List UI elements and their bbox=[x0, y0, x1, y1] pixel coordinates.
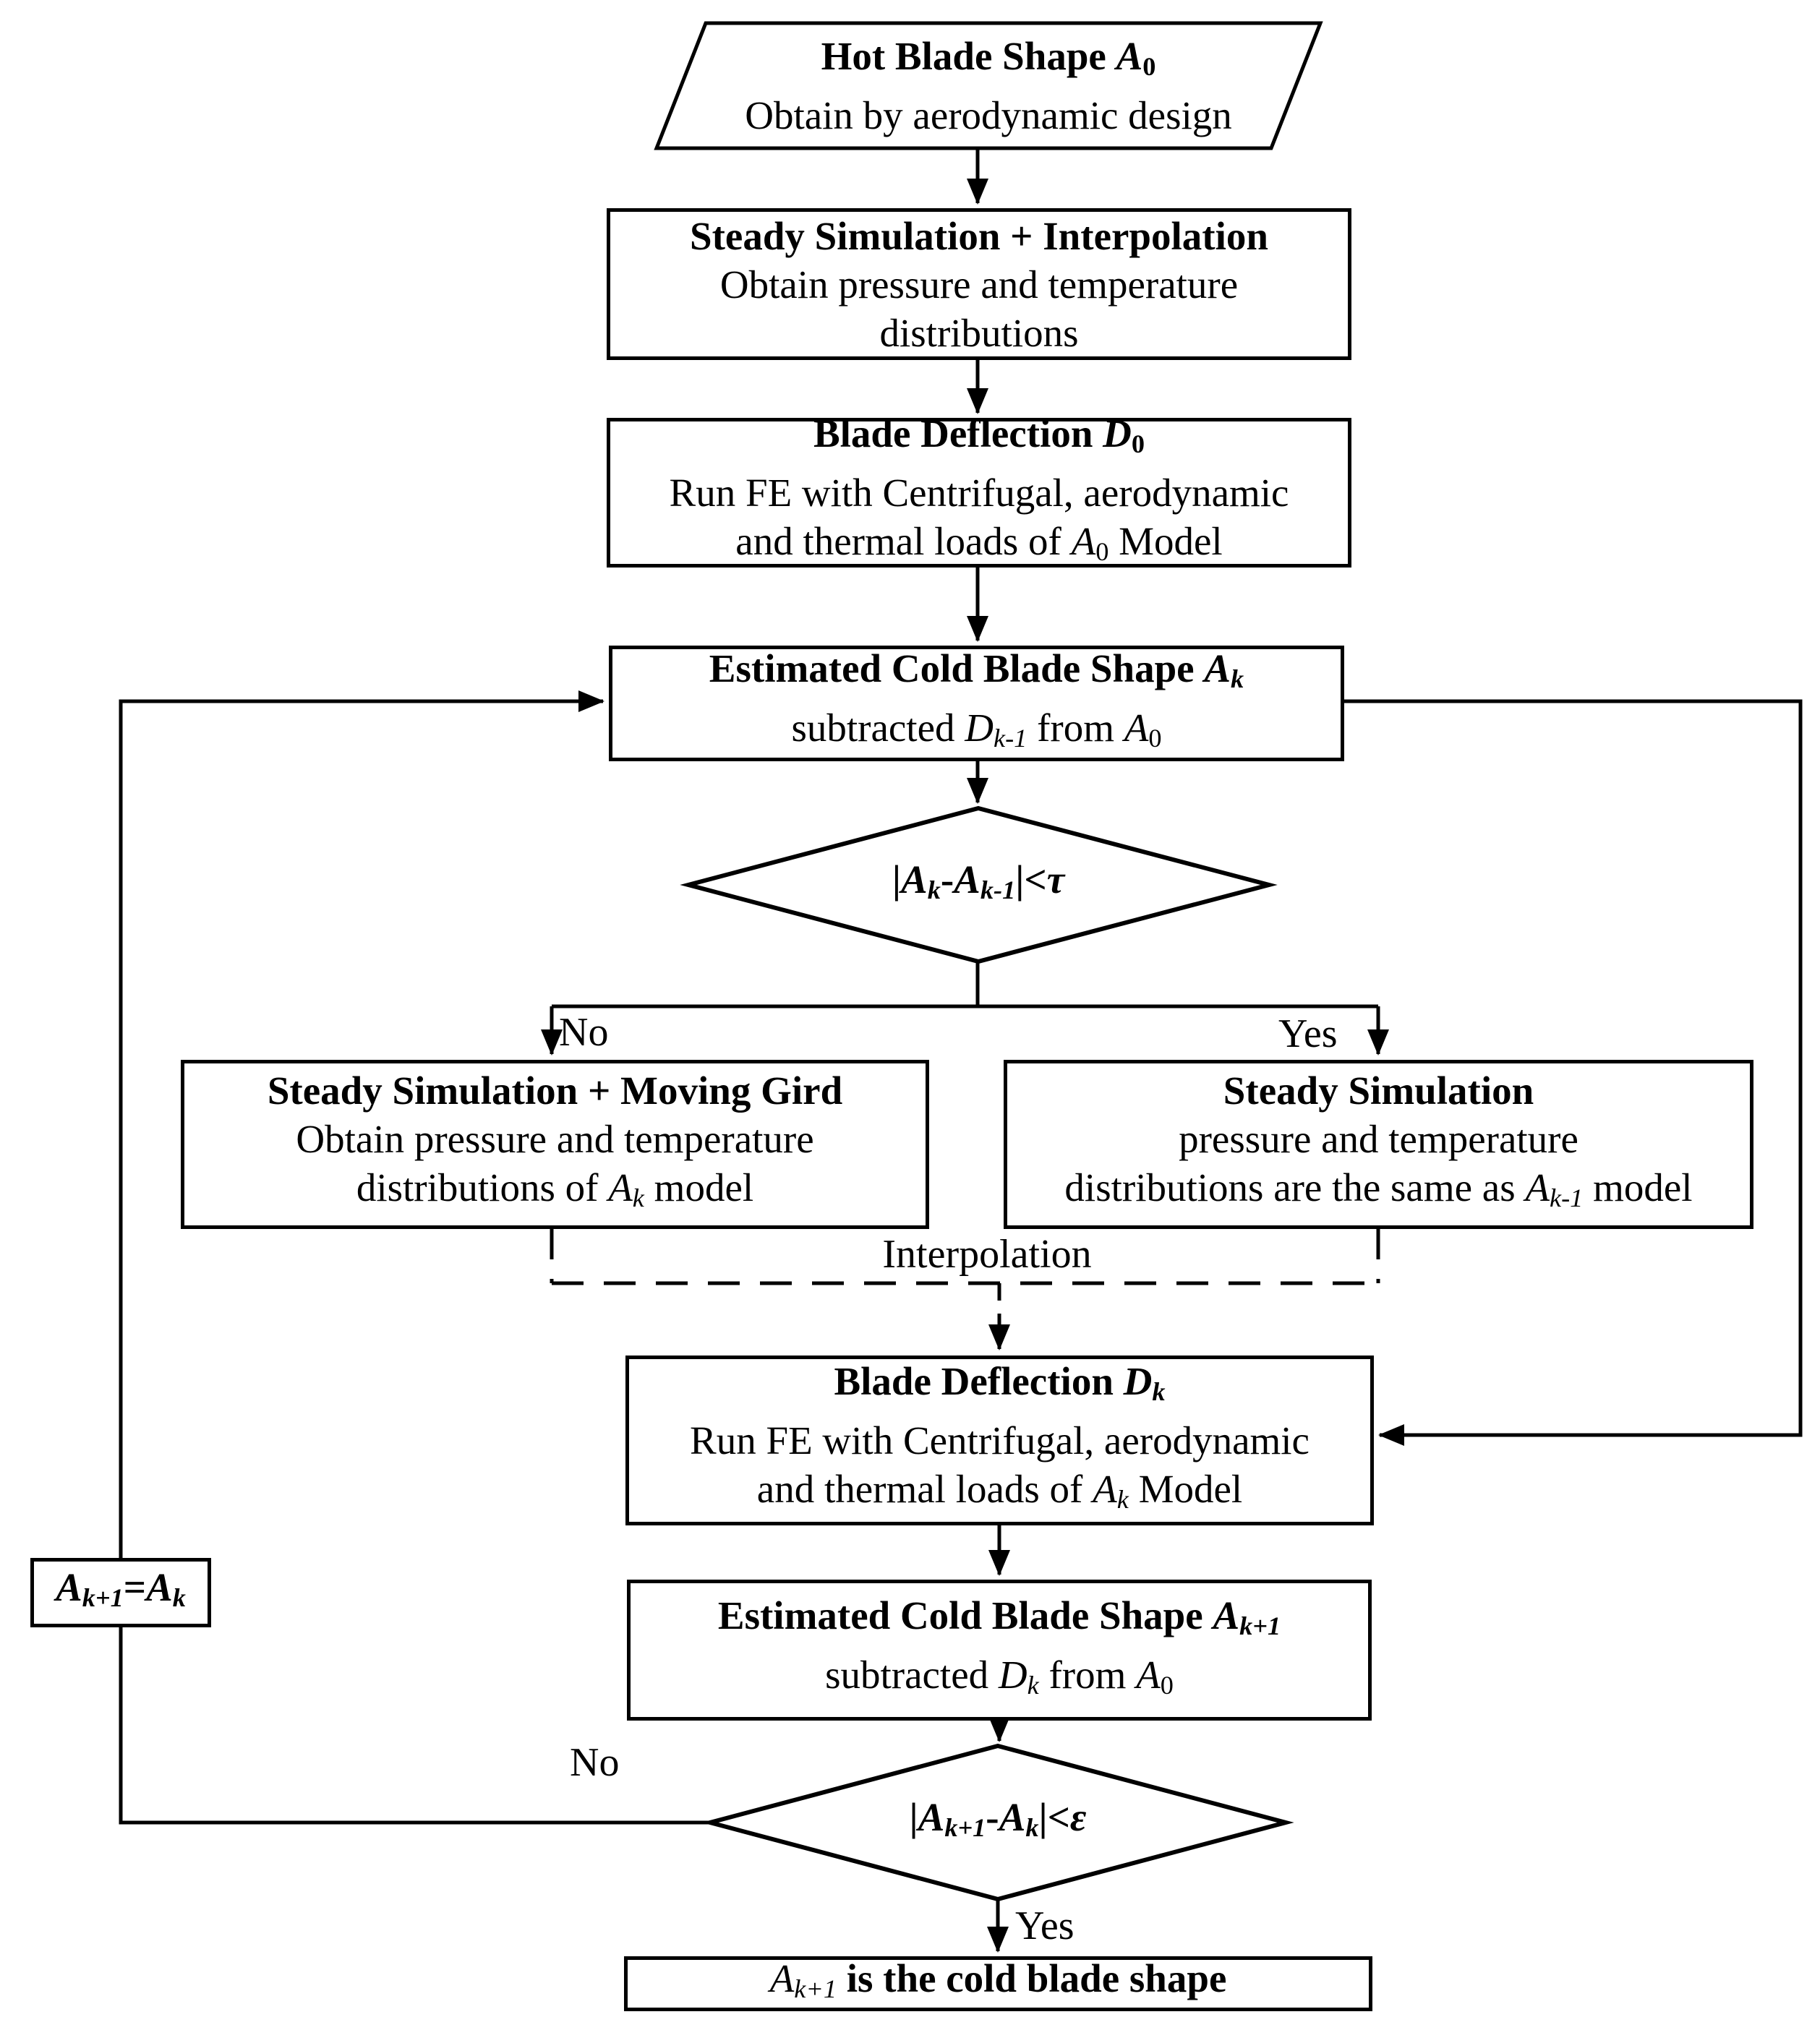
process-estimated-cold-blade-ak bbox=[609, 646, 1344, 761]
node-line: Run FE with Centrifugal, aerodynamic bbox=[669, 471, 1289, 515]
process-steady-simulation-moving-gird bbox=[181, 1060, 929, 1229]
node-line: Steady Simulation bbox=[1223, 1069, 1534, 1113]
node-line: Obtain pressure and temperature bbox=[719, 262, 1239, 307]
process-estimated-cold-blade-ak1 bbox=[627, 1580, 1372, 1721]
node-line: Hot Blade Shape A0 bbox=[821, 34, 1156, 81]
node-line: pressure and temperature bbox=[1179, 1117, 1578, 1161]
node-line: subtracted Dk-1 from A0 bbox=[791, 706, 1162, 753]
process-steady-simulation-interpolation bbox=[607, 208, 1351, 360]
node-line: Blade Deflection Dk bbox=[834, 1359, 1166, 1406]
process-blade-deflection-d0 bbox=[607, 411, 1351, 568]
decision-eps bbox=[745, 1790, 1251, 1855]
start-hot-blade-shape bbox=[657, 23, 1320, 148]
label-eps-no: No bbox=[570, 1740, 620, 1785]
label-tau-no: No bbox=[559, 1010, 609, 1055]
node-line: Steady Simulation + Interpolation bbox=[690, 213, 1268, 258]
node-line: Obtain pressure and temperature bbox=[296, 1117, 814, 1161]
node-line: Blade Deflection D0 bbox=[813, 411, 1145, 458]
node-line: Run FE with Centrifugal, aerodynamic bbox=[690, 1418, 1310, 1463]
terminator-final-cold-blade bbox=[624, 1956, 1372, 2011]
label-eps-yes: Yes bbox=[1015, 1903, 1075, 1948]
label-interpolation: Interpolation bbox=[882, 1232, 1092, 1277]
node-line: distributions bbox=[879, 310, 1079, 355]
node-line: distributions are the same as Ak-1 model bbox=[1064, 1165, 1693, 1212]
decision-tau bbox=[725, 852, 1231, 917]
process-assign-ak1-equals-ak bbox=[30, 1558, 211, 1627]
node-line: |Ak-Ak-1|<τ bbox=[892, 857, 1065, 904]
node-line: Steady Simulation + Moving Gird bbox=[267, 1069, 843, 1113]
node-line: and thermal loads of A0 Model bbox=[735, 519, 1223, 566]
process-steady-simulation-same bbox=[1004, 1060, 1753, 1229]
node-line: Ak+1=Ak bbox=[56, 1565, 186, 1612]
process-blade-deflection-dk bbox=[625, 1356, 1374, 1525]
node-line: Ak+1 is the cold blade shape bbox=[769, 1956, 1227, 2003]
label-tau-yes: Yes bbox=[1278, 1011, 1338, 1056]
node-line: distributions of Ak model bbox=[356, 1165, 754, 1212]
node-line: Estimated Cold Blade Shape Ak bbox=[709, 646, 1244, 693]
node-line: Obtain by aerodynamic design bbox=[745, 93, 1232, 137]
node-line: |Ak+1-Ak|<ε bbox=[909, 1795, 1087, 1842]
node-line: subtracted Dk from A0 bbox=[825, 1652, 1174, 1700]
loop-no-feedback-left bbox=[121, 701, 710, 1823]
node-line: Estimated Cold Blade Shape Ak+1 bbox=[717, 1593, 1281, 1640]
node-line: and thermal loads of Ak Model bbox=[756, 1467, 1243, 1514]
